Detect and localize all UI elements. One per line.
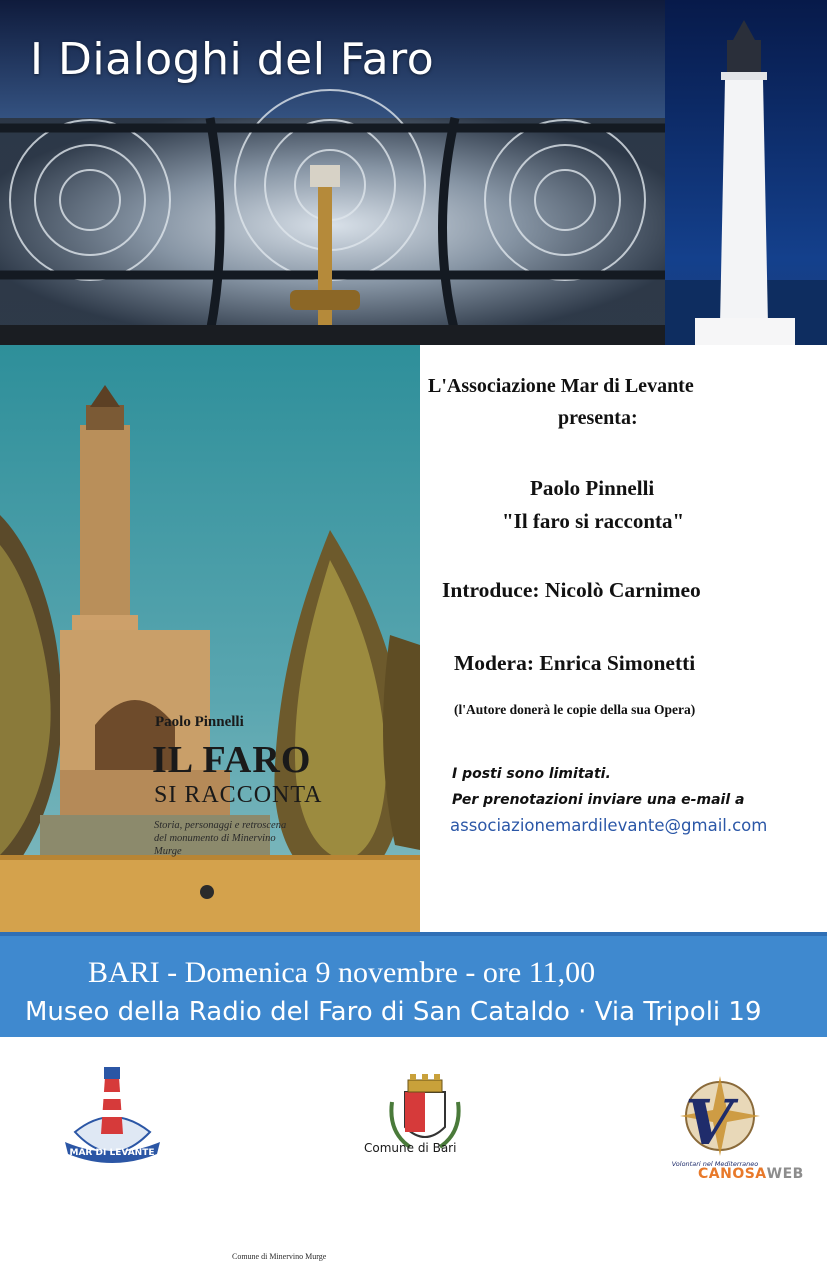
introducer: Introduce: Nicolò Carnimeo <box>442 578 701 602</box>
watermark-part1: CANOSA <box>698 1166 767 1182</box>
mar-di-levante-logo <box>55 1062 170 1167</box>
book-author: Paolo Pinnelli <box>155 714 244 730</box>
book-author-ref: Paolo Pinnelli <box>530 476 655 500</box>
booking-instructions: Per prenotazioni inviare una e-mail a <box>452 792 745 808</box>
event-date-time: BARI - Domenica 9 novembre - ore 11,00 <box>88 956 596 989</box>
mar-di-levante-logo-text: MAR DI LEVANTE <box>69 1148 155 1158</box>
presenter-line: L'Associazione Mar di Levante <box>428 375 694 397</box>
event-details-banner <box>0 932 827 1040</box>
site-watermark <box>698 1166 804 1182</box>
book-title-line1: IL FARO <box>152 739 312 781</box>
moderator: Modera: Enrica Simonetti <box>454 651 696 675</box>
hero-banner <box>0 0 827 345</box>
book-subtitle: Storia, personaggi e retroscena del monumento di Minervino Murge <box>154 820 287 857</box>
presents-label: presenta: <box>558 407 638 429</box>
volontari-logo <box>665 1066 765 1176</box>
watermark-part2: WEB <box>766 1166 804 1182</box>
contact-email-link[interactable]: associazionemardilevante@gmail.com <box>450 816 768 835</box>
event-venue: Museo della Radio del Faro di San Cataldo · Via Tripoli 19 <box>25 997 762 1027</box>
comune-di-bari-label: Comune di Bari <box>364 1141 457 1155</box>
book-title-line2: SI RACCONTA <box>154 782 323 808</box>
event-series-title: I Dialoghi del Faro <box>30 34 435 85</box>
book-title-ref: "Il faro si racconta" <box>502 509 685 533</box>
author-note: (l'Autore donerà le copie della sua Opera) <box>454 702 696 717</box>
tower-photo <box>665 0 827 345</box>
volontari-logo-letter: V <box>685 1086 734 1159</box>
book-publisher: Comune di Minervino Murge <box>232 1252 327 1261</box>
event-info-panel <box>420 345 827 932</box>
limited-seats-note: I posti sono limitati. <box>452 766 611 782</box>
volontari-logo-text: Volontari nel Mediterraneo <box>671 1160 759 1168</box>
